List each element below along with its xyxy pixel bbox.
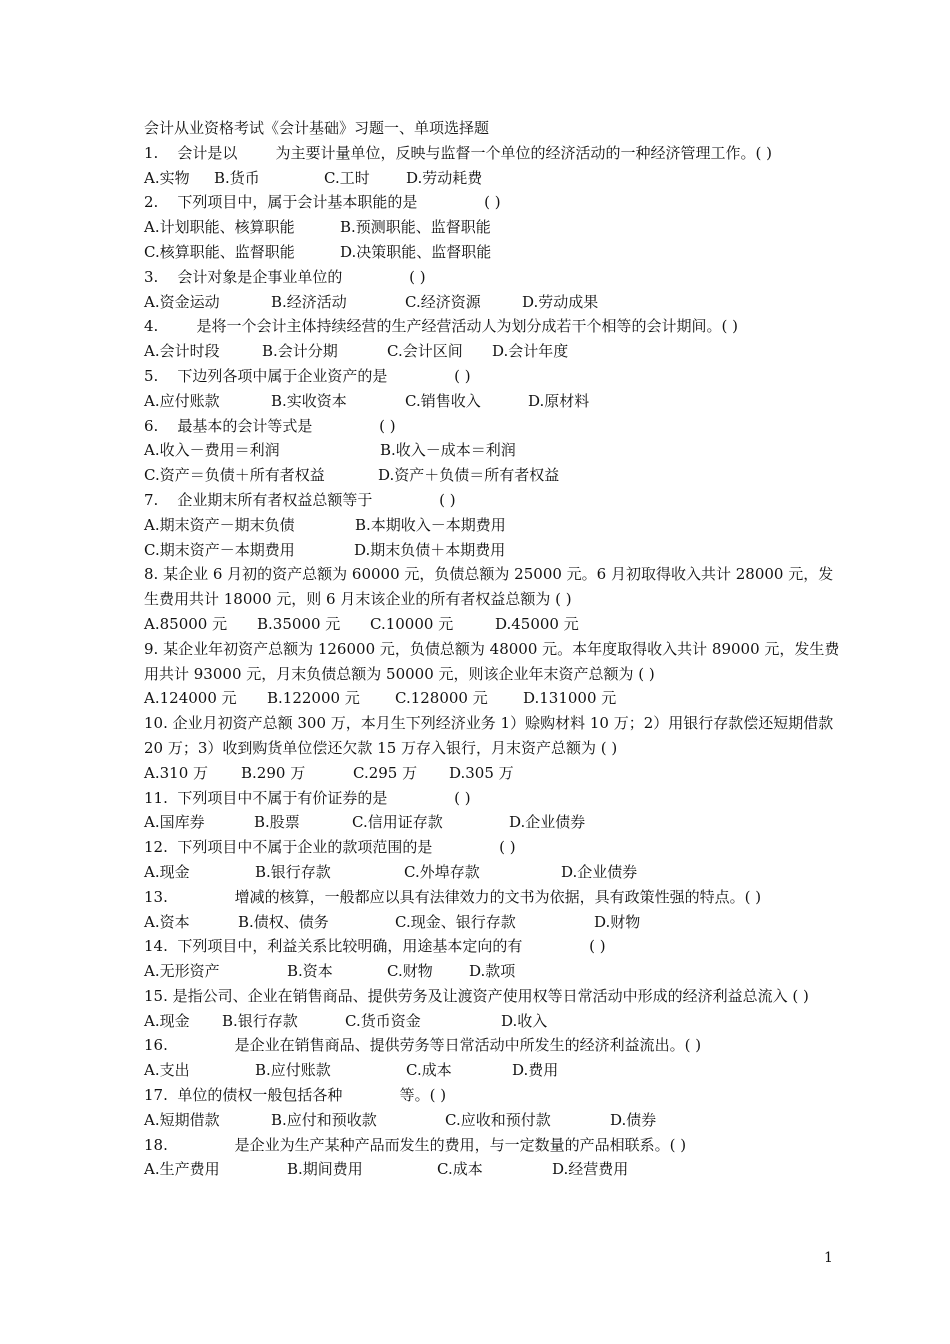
answer-option: C.信用证存款 [352, 813, 443, 832]
answer-option: D.企业债券 [509, 813, 586, 832]
question-text: 13. 增减的核算，一般都应以具有法律效力的文书为依据，具有政策性强的特点。( ) [144, 887, 762, 906]
answer-option: A.无形资产 [144, 962, 220, 981]
question-text: 18. 是企业为生产某种产品而发生的费用，与一定数量的产品相联系。( ) [144, 1135, 687, 1154]
answer-option: C.会计区间 [387, 342, 463, 361]
answer-option: C.工时 [324, 168, 370, 187]
answer-option: B.收入－成本＝利润 [380, 441, 516, 460]
answer-option: A.支出 [144, 1061, 190, 1080]
answer-option: A.短期借款 [144, 1110, 220, 1129]
answer-option: C.经济资源 [405, 292, 481, 311]
answer-option: A.实物 [144, 168, 190, 187]
answer-option: C.现金、银行存款 [395, 912, 516, 931]
answer-options [144, 1058, 844, 1083]
question-text: 12. 下列项目中不属于企业的款项范围的是 ( ) [144, 838, 516, 857]
answer-option: D.305 万 [449, 763, 514, 782]
answer-options [144, 686, 844, 711]
answer-options [144, 389, 844, 414]
answer-option: D.收入 [501, 1011, 548, 1030]
answer-options [144, 166, 844, 191]
answer-option: D.经营费用 [552, 1160, 629, 1179]
answer-option: D.财物 [594, 912, 641, 931]
answer-option: D.劳动成果 [522, 292, 599, 311]
answer-options [144, 1157, 844, 1182]
answer-option: C.应收和预付款 [445, 1110, 551, 1129]
answer-option: A.310 万 [144, 763, 208, 782]
question-text: 15. 是指公司、企业在销售商品、提供劳务及让渡资产使用权等日常活动中形成的经济利益总流入 ( ) [144, 986, 809, 1005]
question-text: 4. 是将一个会计主体持续经营的生产经营活动人为划分成若干个相等的会计期间。( ) [144, 317, 738, 336]
answer-option: B.债权、债务 [238, 912, 329, 931]
answer-option: D.131000 元 [523, 689, 617, 708]
answer-option: B.期间费用 [287, 1160, 363, 1179]
answer-option: D.劳动耗费 [406, 168, 483, 187]
answer-option: C.外埠存款 [404, 862, 480, 881]
answer-option: B.会计分期 [262, 342, 338, 361]
answer-option: A.资金运动 [144, 292, 220, 311]
answer-option: B.实收资本 [271, 391, 347, 410]
answer-options [144, 761, 844, 786]
answer-options [144, 463, 844, 488]
answer-option: A.生产费用 [144, 1160, 220, 1179]
document-body [144, 116, 844, 1182]
answer-option: C.财物 [387, 962, 433, 981]
answer-option: B.290 万 [241, 763, 306, 782]
question-text: 1. 会计是以 为主要计量单位，反映与监督一个单位的经济活动的一种经济管理工作。( ) [144, 143, 773, 162]
answer-option: B.应付账款 [255, 1061, 331, 1080]
answer-option: D.债券 [610, 1110, 657, 1129]
answer-options [144, 240, 844, 265]
answer-option: B.股票 [254, 813, 300, 832]
answer-option: A.现金 [144, 1011, 190, 1030]
answer-option: D.会计年度 [492, 342, 569, 361]
question-list [144, 141, 844, 1182]
answer-option: C.295 万 [353, 763, 418, 782]
answer-options [144, 1108, 844, 1133]
answer-option: A.国库券 [144, 813, 205, 832]
answer-option: C.10000 元 [370, 614, 454, 633]
answer-option: A.计划职能、核算职能 [144, 218, 295, 237]
answer-option: D.原材料 [528, 391, 590, 410]
answer-options [144, 959, 844, 984]
question-text: 3. 会计对象是企事业单位的 ( ) [144, 267, 426, 286]
question-text: 2. 下列项目中，属于会计基本职能的是 ( ) [144, 193, 501, 212]
answer-option: C.核算职能、监督职能 [144, 242, 295, 261]
answer-option: B.35000 元 [257, 614, 341, 633]
answer-option: C.货币资金 [345, 1011, 421, 1030]
answer-options [144, 513, 844, 538]
question-text: 17. 单位的债权一般包括各种 等。( ) [144, 1086, 447, 1105]
answer-option: A.期末资产－期末负债 [144, 515, 295, 534]
answer-options [144, 339, 844, 364]
answer-option: D.资产＋负债＝所有者权益 [378, 466, 560, 485]
answer-options [144, 860, 844, 885]
answer-option: C.成本 [406, 1061, 452, 1080]
answer-options [144, 612, 844, 637]
answer-option: B.应付和预收款 [271, 1110, 377, 1129]
question-text: 9. 某企业年初资产总额为 126000 元，负债总额为 48000 元。本年度取得收入共计 89000 元，发生费用共计 93000 元，月末负债总额为 50000 元，则该企业年末资产总额为 ( ) [144, 639, 840, 683]
answer-option: D.决策职能、监督职能 [340, 242, 492, 261]
question-text: 16. 是企业在销售商品、提供劳务等日常活动中所发生的经济利益流出。( ) [144, 1036, 702, 1055]
question-text: 6. 最基本的会计等式是 ( ) [144, 416, 396, 435]
answer-option: C.销售收入 [405, 391, 481, 410]
answer-options [144, 1009, 844, 1034]
answer-options [144, 538, 844, 563]
answer-option: B.预测职能、监督职能 [340, 218, 491, 237]
answer-option: B.银行存款 [222, 1011, 298, 1030]
answer-option: A.资本 [144, 912, 190, 931]
answer-option: C.期末资产－本期费用 [144, 540, 295, 559]
answer-options [144, 290, 844, 315]
question-text: 11. 下列项目中不属于有价证券的是 ( ) [144, 788, 471, 807]
answer-option: A.124000 元 [144, 689, 237, 708]
question-text: 8. 某企业 6 月初的资产总额为 60000 元，负债总额为 25000 元。6 月初取得收入共计 28000 元，发生费用共计 18000 元，则 6 月末该企业的所有者权益总额为 ( ) [144, 565, 834, 609]
question-text: 5. 下边列各项中属于企业资产的是 ( ) [144, 366, 471, 385]
answer-option: D.费用 [512, 1061, 559, 1080]
answer-option: B.经济活动 [271, 292, 347, 311]
answer-option: C.128000 元 [395, 689, 488, 708]
question-text: 10. 企业月初资产总额 300 万，本月生下列经济业务 1）赊购材料 10 万；2）用银行存款偿还短期借款 20 万；3）收到购货单位偿还欠款 15 万存入银行，月末资产总额为 ( ) [144, 714, 834, 757]
answer-option: D.45000 元 [495, 614, 579, 633]
answer-option: D.企业债券 [561, 862, 638, 881]
answer-option: A.会计时段 [144, 342, 220, 361]
answer-option: B.银行存款 [255, 862, 331, 881]
answer-option: A.现金 [144, 862, 190, 881]
answer-option: B.货币 [214, 168, 260, 187]
answer-option: C.成本 [437, 1160, 483, 1179]
answer-option: D.期末负债＋本期费用 [354, 540, 506, 559]
answer-option: B.资本 [287, 962, 333, 981]
question-text: 7. 企业期末所有者权益总额等于 ( ) [144, 490, 456, 509]
answer-option: A.收入－费用＝利润 [144, 441, 280, 460]
answer-option: A.应付账款 [144, 391, 220, 410]
answer-options [144, 438, 844, 463]
answer-options [144, 215, 844, 240]
answer-option: B.122000 元 [267, 689, 360, 708]
page-number: 1 [824, 1250, 833, 1266]
question-text: 14. 下列项目中，利益关系比较明确，用途基本定向的有 ( ) [144, 937, 606, 956]
answer-option: B.本期收入－本期费用 [355, 515, 506, 534]
answer-option: D.款项 [469, 962, 516, 981]
document-title: 会计从业资格考试《会计基础》习题一、单项选择题 [144, 119, 490, 137]
answer-option: C.资产＝负债＋所有者权益 [144, 466, 325, 485]
answer-options [144, 810, 844, 835]
answer-option: A.85000 元 [144, 614, 228, 633]
answer-options [144, 910, 844, 935]
